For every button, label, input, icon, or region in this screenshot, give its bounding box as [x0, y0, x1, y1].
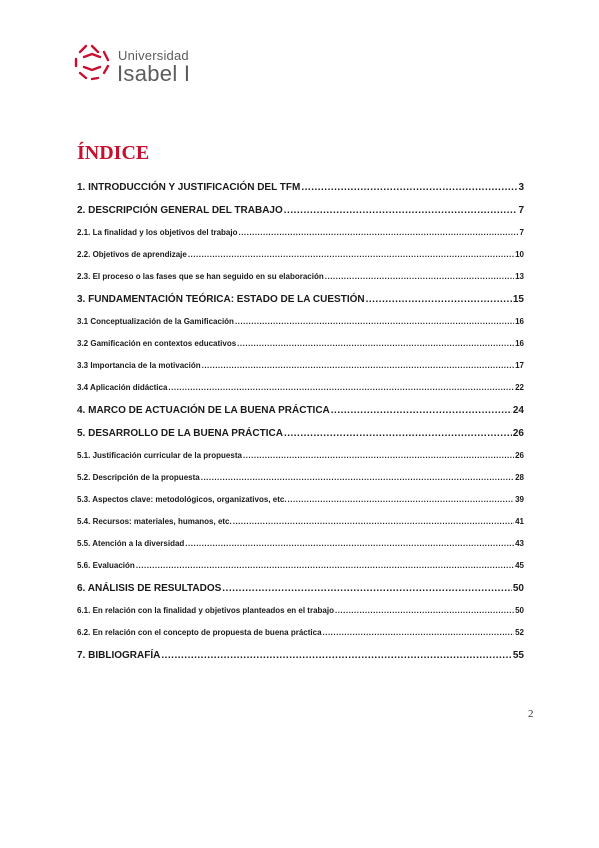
toc-entry-text: 5.2. Descripción de la propuesta — [77, 473, 200, 482]
toc-entry[interactable] — [77, 561, 524, 583]
toc-entry[interactable] — [77, 182, 524, 205]
toc-leader-dots — [222, 583, 512, 594]
toc-entry-text: 2.2. Objetivos de aprendizaje — [77, 250, 187, 259]
toc-entry[interactable] — [77, 539, 524, 561]
toc-leader-dots — [284, 205, 518, 216]
toc-leader-dots — [366, 294, 512, 305]
toc-entry-page: 26 — [512, 428, 524, 439]
toc-leader-dots — [185, 539, 514, 548]
toc-entry-text: 3.2 Gamificación en contextos educativos — [77, 339, 237, 348]
toc-entry-text: 5. DESARROLLO DE LA BUENA PRÁCTICA — [77, 428, 283, 439]
toc-entry-text: 3.3 Importancia de la motivación — [77, 361, 201, 370]
table-of-contents — [77, 182, 524, 673]
toc-leader-dots — [325, 272, 514, 281]
toc-entry-text: 5.3. Aspectos clave: metodológicos, organizativos, etc. — [77, 495, 287, 504]
toc-entry[interactable] — [77, 205, 524, 228]
toc-entry-page: 15 — [512, 294, 524, 305]
toc-entry-text: 3.1 Conceptualización de la Gamificación — [77, 317, 234, 326]
toc-entry-text: 5.4. Recursos: materiales, humanos, etc. — [77, 517, 232, 526]
toc-entry-text: 5.5. Atención a la diversidad — [77, 539, 185, 548]
toc-entry-page: 39 — [515, 495, 524, 504]
toc-leader-dots — [235, 317, 514, 326]
toc-leader-dots — [201, 473, 514, 482]
toc-leader-dots — [188, 250, 514, 259]
toc-leader-dots — [168, 383, 514, 392]
toc-entry-page: 45 — [515, 561, 524, 570]
toc-entry[interactable] — [77, 650, 524, 673]
toc-entry-page: 16 — [515, 339, 524, 348]
toc-entry-page: 22 — [515, 383, 524, 392]
toc-entry[interactable] — [77, 228, 524, 250]
toc-entry-page: 10 — [515, 250, 524, 259]
toc-entry-page: 50 — [515, 606, 524, 615]
toc-entry-page: 26 — [515, 451, 524, 460]
toc-entry-page: 41 — [515, 517, 524, 526]
toc-leader-dots — [288, 495, 515, 504]
toc-entry[interactable] — [77, 317, 524, 339]
toc-leader-dots — [323, 628, 515, 637]
toc-entry[interactable] — [77, 250, 524, 272]
toc-entry[interactable] — [77, 428, 524, 451]
toc-entry[interactable] — [77, 361, 524, 383]
toc-entry[interactable] — [77, 495, 524, 517]
toc-entry[interactable] — [77, 272, 524, 294]
toc-entry-text: 2.1. La finalidad y los objetivos del trabajo — [77, 228, 238, 237]
toc-leader-dots — [284, 428, 512, 439]
toc-entry[interactable] — [77, 383, 524, 405]
toc-entry[interactable] — [77, 606, 524, 628]
toc-entry-text: 5.6. Evaluación — [77, 561, 135, 570]
toc-entry-text: 5.1. Justificación curricular de la propuesta — [77, 451, 242, 460]
toc-leader-dots — [202, 361, 515, 370]
toc-entry-text: 2. DESCRIPCIÓN GENERAL DEL TRABAJO — [77, 205, 283, 216]
toc-entry-page: 3 — [518, 182, 524, 193]
toc-entry[interactable] — [77, 294, 524, 317]
toc-leader-dots — [335, 606, 514, 615]
toc-entry-page: 16 — [515, 317, 524, 326]
page-number: 2 — [528, 708, 534, 720]
toc-leader-dots — [136, 561, 514, 570]
toc-entry[interactable] — [77, 473, 524, 495]
toc-entry-page: 52 — [515, 628, 524, 637]
toc-leader-dots — [238, 228, 518, 237]
university-logo — [73, 43, 273, 86]
toc-entry[interactable] — [77, 451, 524, 473]
logo-text-isabel: Isabel I — [117, 61, 191, 86]
toc-entry[interactable] — [77, 339, 524, 361]
toc-entry-text: 4. MARCO DE ACTUACIÓN DE LA BUENA PRÁCTICA — [77, 405, 330, 416]
logo-mark-icon — [73, 43, 111, 81]
toc-entry-page: 28 — [515, 473, 524, 482]
toc-entry-text: 2.3. El proceso o las fases que se han seguido en su elaboración — [77, 272, 324, 281]
toc-entry[interactable] — [77, 583, 524, 606]
toc-leader-dots — [331, 405, 512, 416]
toc-entry-text: 6. ANÁLISIS DE RESULTADOS — [77, 583, 222, 594]
toc-entry-page: 7 — [518, 205, 524, 216]
toc-title: ÍNDICE — [77, 142, 150, 164]
toc-entry-text: 7. BIBLIOGRAFÍA — [77, 650, 161, 661]
logo-text-universidad: Universidad — [118, 48, 189, 63]
toc-entry[interactable] — [77, 628, 524, 650]
toc-entry-text: 3. FUNDAMENTACIÓN TEÓRICA: ESTADO DE LA CUESTIÓN — [77, 294, 365, 305]
toc-entry[interactable] — [77, 405, 524, 428]
toc-leader-dots — [233, 517, 514, 526]
toc-entry-page: 7 — [519, 228, 524, 237]
toc-entry-text: 1. INTRODUCCIÓN Y JUSTIFICACIÓN DEL TFM — [77, 182, 301, 193]
toc-entry-page: 43 — [515, 539, 524, 548]
toc-entry-text: 6.2. En relación con el concepto de propuesta de buena práctica — [77, 628, 322, 637]
toc-leader-dots — [243, 451, 514, 460]
toc-entry-page: 50 — [512, 583, 524, 594]
toc-entry[interactable] — [77, 517, 524, 539]
toc-entry-page: 17 — [515, 361, 524, 370]
toc-leader-dots — [301, 182, 517, 193]
toc-entry-page: 24 — [512, 405, 524, 416]
toc-entry-page: 13 — [515, 272, 524, 281]
toc-leader-dots — [161, 650, 512, 661]
toc-entry-text: 6.1. En relación con la finalidad y objetivos planteados en el trabajo — [77, 606, 334, 615]
toc-leader-dots — [237, 339, 514, 348]
toc-entry-page: 55 — [512, 650, 524, 661]
toc-entry-text: 3.4 Aplicación didáctica — [77, 383, 168, 392]
